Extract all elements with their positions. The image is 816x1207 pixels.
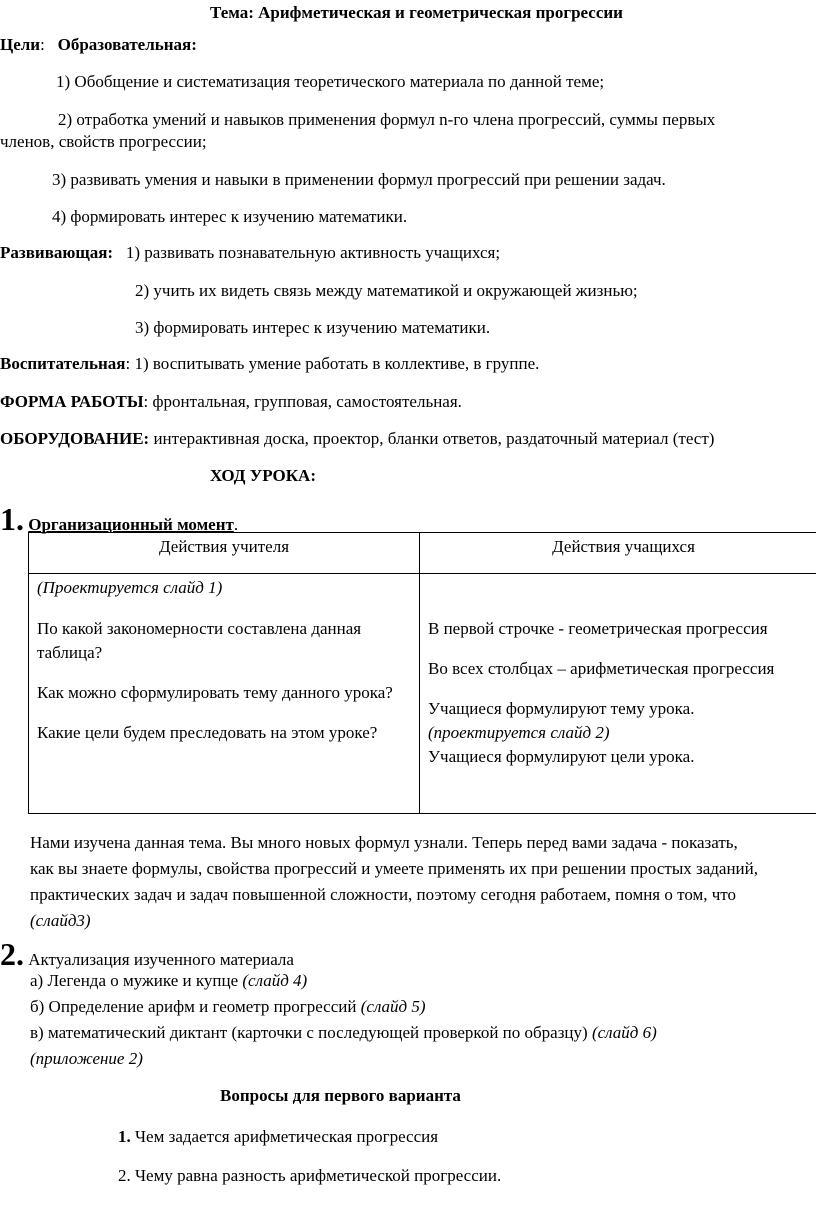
students-actions-cell xyxy=(420,574,816,814)
teacher-slide-note: (Проектируется слайд 1) xyxy=(37,578,223,597)
question-1 xyxy=(118,1126,438,1148)
developing-item-1: 1) развивать познавательную активность учащихся; xyxy=(125,243,501,262)
teacher-actions-cell xyxy=(29,574,420,814)
section-1-title: Организационный момент xyxy=(28,515,234,534)
section-2-list xyxy=(30,968,657,1072)
paragraph-line-1: Нами изучена данная тема. Вы много новых формул узнали. Теперь перед вами задача - показать, xyxy=(30,833,738,852)
lesson-flow-heading: ХОД УРОКА: xyxy=(210,466,316,485)
educational-item-2-cont: членов, свойств прогрессии; xyxy=(0,132,207,151)
goals-line xyxy=(0,34,197,56)
upbringing-line xyxy=(0,353,539,375)
developing-line xyxy=(0,242,500,264)
educational-item-4: 4) формировать интерес к изучению математики. xyxy=(52,207,408,226)
students-answer-2: Во всех столбцах – арифметическая прогрессия xyxy=(428,659,775,678)
equipment-label: ОБОРУДОВАНИЕ: xyxy=(0,429,150,448)
teacher-column-header: Действия учителя xyxy=(29,533,420,574)
work-form-label: ФОРМА РАБОТЫ xyxy=(0,392,144,411)
page-title: Тема: Арифметическая и геометрическая прогрессии xyxy=(210,3,623,22)
educational-item-2: 2) отработка умений и навыков применения формул n-го члена прогрессий, суммы первых xyxy=(58,110,716,129)
paragraph-line-2: как вы знаете формулы, свойства прогрессий и умеете применять их при решении простых заданий, xyxy=(30,859,758,878)
question-1-number: 1. xyxy=(118,1127,131,1146)
developing-item-3: 3) формировать интерес к изучению математики. xyxy=(135,318,491,337)
section-2-title: Актуализация изученного материала xyxy=(28,950,294,969)
equipment-line xyxy=(0,428,714,450)
section-1-paragraph xyxy=(30,830,758,934)
appendix-ref: (приложение 2) xyxy=(30,1049,143,1068)
paragraph-slide-ref: (слайд3) xyxy=(30,911,91,930)
educational-label: Образовательная: xyxy=(57,35,197,54)
students-answer-3: Учащиеся формулируют тему урока. xyxy=(428,699,695,718)
teacher-question-2: Как можно сформулировать тему данного урока? xyxy=(37,683,393,702)
section-1-heading xyxy=(0,502,238,536)
work-form-line xyxy=(0,391,462,413)
section-2-number: 2. xyxy=(0,936,24,972)
paragraph-line-3: практических задач и задач повышенной сложности, поэтому сегодня работаем, помня о том, что xyxy=(30,885,737,904)
question-1-text: Чем задается арифметическая прогрессия xyxy=(130,1127,439,1146)
section-2-heading xyxy=(0,937,294,971)
educational-item-1: 1) Обобщение и систематизация теоретического материала по данной теме; xyxy=(56,72,605,91)
goals-colon: : xyxy=(40,35,45,54)
section-1-dot: . xyxy=(233,515,239,534)
section-1-number: 1. xyxy=(0,501,24,537)
developing-label: Развивающая: xyxy=(0,243,114,262)
educational-item-3: 3) развивать умения и навыки в применении формул прогрессий при решении задач. xyxy=(52,170,666,189)
upbringing-text: : 1) воспитывать умение работать в коллективе, в группе. xyxy=(125,354,540,373)
students-answer-1: В первой строчке - геометрическая прогрессия xyxy=(428,619,768,638)
question-2: 2. Чему равна разность арифметической прогрессии. xyxy=(118,1166,502,1185)
equipment-text: интерактивная доска, проектор, бланки ответов, раздаточный материал (тест) xyxy=(149,429,715,448)
students-slide-note: (проектируется слайд 2) xyxy=(428,723,610,742)
list-item: в) математический диктант (карточки с последующей проверкой по образцу) (слайд 6) xyxy=(30,1023,657,1042)
upbringing-label: Воспитательная xyxy=(0,354,126,373)
students-answer-4: Учащиеся формулируют цели урока. xyxy=(428,747,695,766)
list-item: б) Определение арифм и геометр прогрессий (слайд 5) xyxy=(30,997,426,1016)
work-form-text: : фронтальная, групповая, самостоятельная. xyxy=(143,392,462,411)
students-column-header: Действия учащихся xyxy=(420,533,816,574)
actions-table xyxy=(28,532,816,814)
developing-item-2: 2) учить их видеть связь между математикой и окружающей жизнью; xyxy=(135,281,638,300)
list-item: а) Легенда о мужике и купце (слайд 4) xyxy=(30,971,308,990)
teacher-question-3: Какие цели будем преследовать на этом уроке? xyxy=(37,723,378,742)
goals-label: Цели xyxy=(0,35,41,54)
questions-title: Вопросы для первого варианта xyxy=(220,1086,461,1105)
teacher-question-1: По какой закономерности составлена данная таблица? xyxy=(37,619,362,662)
